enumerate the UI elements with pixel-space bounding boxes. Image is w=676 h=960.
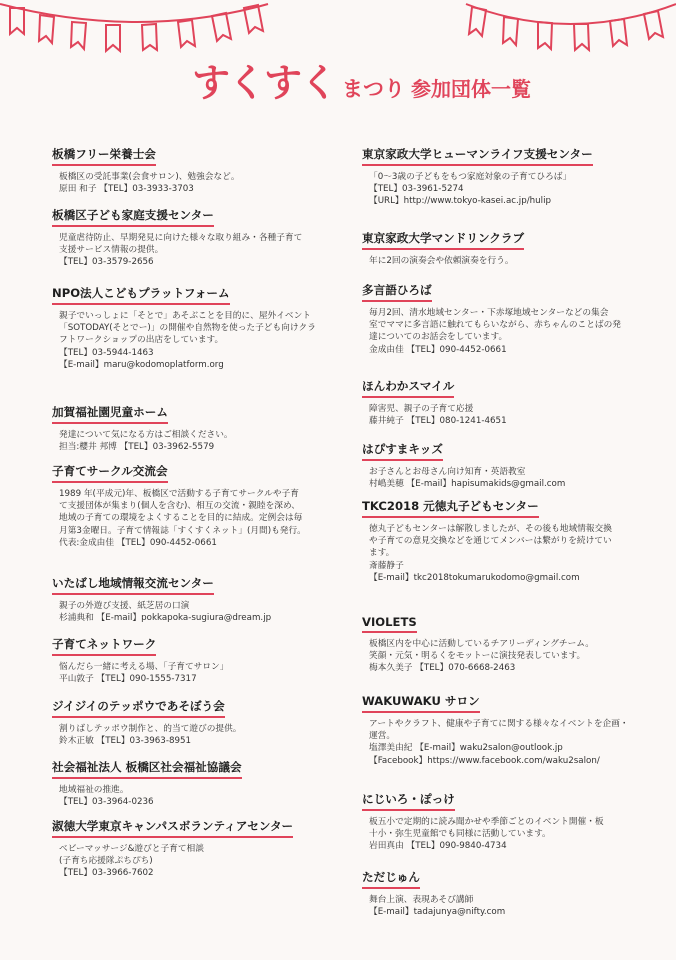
description-line: 岩田真由 【TEL】090-9840-4734 <box>369 841 507 852</box>
organization-entry <box>362 869 654 918</box>
description-line: 【TEL】03-3579-2656 <box>59 257 154 268</box>
organization-description <box>52 595 352 624</box>
organization-entry <box>362 791 654 853</box>
organization-description <box>52 483 352 549</box>
title-rest: 参加団体一覧 <box>411 77 532 101</box>
description-line: 舞台上演、表現あそび講師 <box>369 895 474 905</box>
bunting-decoration <box>0 0 676 60</box>
description-line: アートやクラフト、健康や子育てに関する様々なイベントを企画・ <box>369 719 629 729</box>
description-line: 運営。 <box>369 731 396 742</box>
description-line: ます。 <box>369 548 395 559</box>
organization-name: にじいろ・ぽっけ <box>362 791 455 811</box>
organization-name: 子育てネットワーク <box>52 636 156 656</box>
description-line: 児童虐待防止、早期発見に向けた様々な取り組み・各種子育て <box>59 233 303 243</box>
organization-name: 板橋フリー栄養士会 <box>52 146 156 166</box>
description-line: 【E-mail】tadajunya@nifty.com <box>369 907 506 918</box>
organization-description <box>362 889 654 918</box>
description-line: 笑顔・元気・明るくをモットーに演技発表しています。 <box>369 651 586 662</box>
description-line: 代表:金成由佳 【TEL】090-4452-0661 <box>59 537 217 548</box>
organization-entry <box>52 575 352 624</box>
organization-entry <box>52 818 352 880</box>
organization-name: 社会福祉法人 板橋区社会福祉協議会 <box>52 759 242 779</box>
description-line: や子育ての意見交換などを通じてメンバーは繋がりを続けてい <box>369 536 612 547</box>
organization-entry <box>362 378 654 427</box>
description-line: 地域福祉の推進。 <box>59 785 129 795</box>
organization-description <box>362 633 654 675</box>
description-line: 藤井純子 【TEL】080-1241-4651 <box>369 416 507 427</box>
description-line: 1989 年(平成元)年、板橋区で活動する子育てサークルや子育 <box>59 489 299 499</box>
description-line: 【TEL】03-3964-0236 <box>59 797 154 808</box>
description-line: 「0～3歳の子どもをもつ家庭対象の子育てひろば」 <box>369 172 572 182</box>
description-line: 発達について気になる方はご相談ください。 <box>59 430 233 440</box>
organization-name: 東京家政大学ヒューマンライフ支援センター <box>362 146 593 166</box>
title-main: すくすく <box>192 61 337 105</box>
description-line: て支援団体が集まり(個人を含む)、相互の交流・親睦を深め、 <box>59 501 300 512</box>
organization-entry <box>52 698 352 747</box>
description-line: 板五小で定期的に読み聞かせや季節ごとのイベント開催・板 <box>369 817 604 827</box>
organization-entry <box>362 282 654 356</box>
description-line: 梅本久美子 【TEL】070-6668-2463 <box>369 663 516 674</box>
organization-description <box>52 227 352 269</box>
page-title <box>192 52 531 107</box>
description-line: 板橋区の受託事業(会食サロン)、勉強会など。 <box>59 172 240 182</box>
description-line: 【URL】http://www.tokyo-kasei.ac.jp/hulip <box>369 196 552 207</box>
organization-entry <box>52 759 352 808</box>
description-line: 親子の外遊び支援、紙芝居の口演 <box>59 601 190 611</box>
organization-name: ジイジイのテッポウであそぼう会 <box>52 698 225 718</box>
organization-entry <box>362 146 654 208</box>
organization-description <box>362 461 654 490</box>
description-line: 徳丸子どもセンターは解散しましたが、その後も地域情報交換 <box>369 524 612 534</box>
organization-name: 子育てサークル交流会 <box>52 463 168 483</box>
organization-entry <box>362 615 654 675</box>
organization-name: 淑徳大学東京キャンパスボランティアセンター <box>52 818 293 838</box>
organization-description <box>52 779 352 808</box>
description-line: 金成由佳 【TEL】090-4452-0661 <box>369 344 507 355</box>
organization-name: NPO法人こどもプラットフォーム <box>52 285 230 305</box>
description-line: 【E-mail】maru@kodomoplatform.org <box>59 359 224 370</box>
description-line: 障害児、親子の子育て応援 <box>369 404 474 414</box>
organization-name: いたばし地域情報交流センター <box>52 575 214 595</box>
organization-entry <box>362 498 654 584</box>
organization-description <box>52 305 352 371</box>
organization-description <box>362 166 654 208</box>
description-line: フトワークショップの出店をしています。 <box>59 335 224 346</box>
description-line: ベビーマッサージ&遊びと子育て相談 <box>59 844 204 854</box>
organization-name: 多言語ひろば <box>362 282 432 302</box>
description-line: 達についてのお話会をしています。 <box>369 332 508 343</box>
description-line: 支援サービス情報の提供。 <box>59 245 164 256</box>
organization-entry <box>52 636 352 685</box>
organization-entry <box>52 285 352 371</box>
organization-description <box>362 302 654 356</box>
description-line: 「SOTODAY(そとでー)」の開催や自然物を使った子ども向けクラ <box>59 323 316 334</box>
organization-description <box>52 656 352 685</box>
organization-name: ただじゅん <box>362 869 420 889</box>
description-line: 十小・弥生児童館でも同様に活動しています。 <box>369 829 551 840</box>
description-line: 鈴木正敏 【TEL】03-3963-8951 <box>59 736 192 747</box>
organization-description <box>52 424 352 453</box>
description-line: 塩澤美由紀 【E-mail】waku2salon@outlook.jp <box>369 743 563 754</box>
organization-description <box>362 398 654 427</box>
organization-entry <box>362 230 654 267</box>
description-line: 毎月2回、清水地域センター・下赤塚地域センターなどの集会 <box>369 308 609 318</box>
description-line: お子さんとお母さん向け知育・英語教室 <box>369 467 526 477</box>
description-line: 【E-mail】tkc2018tokumarukodomo@gmail.com <box>369 572 580 583</box>
description-line: 【TEL】03-3961-5274 <box>369 184 464 195</box>
title-sub: まつり <box>342 77 406 101</box>
organization-name: ほんわかスマイル <box>362 378 454 398</box>
organization-description <box>362 250 654 267</box>
organization-name: WAKUWAKU サロン <box>362 693 480 713</box>
organization-name: はぴすまキッズ <box>362 441 443 461</box>
description-line: 【TEL】03-5944-1463 <box>59 347 154 358</box>
organization-description <box>52 718 352 747</box>
description-line: 担当:櫻井 邦博 【TEL】03-3962-5579 <box>59 442 215 453</box>
description-line: (子育ち応援隊ぷちぴち) <box>59 856 153 867</box>
organization-description <box>52 838 352 880</box>
organization-description <box>52 166 352 195</box>
organization-name: TKC2018 元徳丸子どもセンター <box>362 498 539 518</box>
description-line: 地域の子育ての環境をよくすることを目的に結成。定例会は毎 <box>59 513 303 524</box>
organization-name: 板橋区子ども家庭支援センター <box>52 207 214 227</box>
description-line: 悩んだら一緒に考える場、「子育てサロン」 <box>59 662 229 672</box>
organization-description <box>362 811 654 853</box>
organization-description <box>362 518 654 584</box>
description-line: 村嶋美穂 【E-mail】hapisumakids@gmail.com <box>369 479 566 490</box>
description-line: 室でママに多言語に触れてもらいながら、赤ちゃんのことばの発 <box>369 320 621 331</box>
description-line: 【Facebook】https://www.facebook.com/waku2salon/ <box>369 755 600 766</box>
description-line: 杉浦典和 【E-mail】pokkapoka-sugiura@dream.jp <box>59 613 272 624</box>
description-line: 原田 和子 【TEL】03-3933-3703 <box>59 184 194 195</box>
description-line: 斎藤静子 <box>369 560 404 571</box>
organization-name: 東京家政大学マンドリンクラブ <box>362 230 524 250</box>
description-line: 板橋区内を中心に活動しているチアリーディングチーム。 <box>369 639 594 649</box>
organization-entry <box>52 463 352 549</box>
description-line: 【TEL】03-3966-7602 <box>59 868 154 879</box>
organization-description <box>362 713 654 767</box>
description-line: 月第3金曜日。子育て情報誌「すくすくネット」(月間)も発行。 <box>59 525 306 536</box>
description-line: 平山敦子 【TEL】090-1555-7317 <box>59 674 197 685</box>
organization-name: VIOLETS <box>362 615 417 633</box>
organization-entry <box>362 693 654 767</box>
description-line: 親子でいっしょに「そとで」あそぶことを目的に、屋外イベント <box>59 311 311 321</box>
organization-entry <box>52 404 352 453</box>
organization-entry <box>52 146 352 195</box>
organization-entry <box>362 441 654 490</box>
organization-entry <box>52 207 352 269</box>
description-line: 割りばしテッポウ制作と、的当て遊びの提供。 <box>59 724 242 734</box>
description-line: 年に2回の演奏会や依頼演奏を行う。 <box>369 256 514 266</box>
organization-name: 加賀福祉園児童ホーム <box>52 404 168 424</box>
